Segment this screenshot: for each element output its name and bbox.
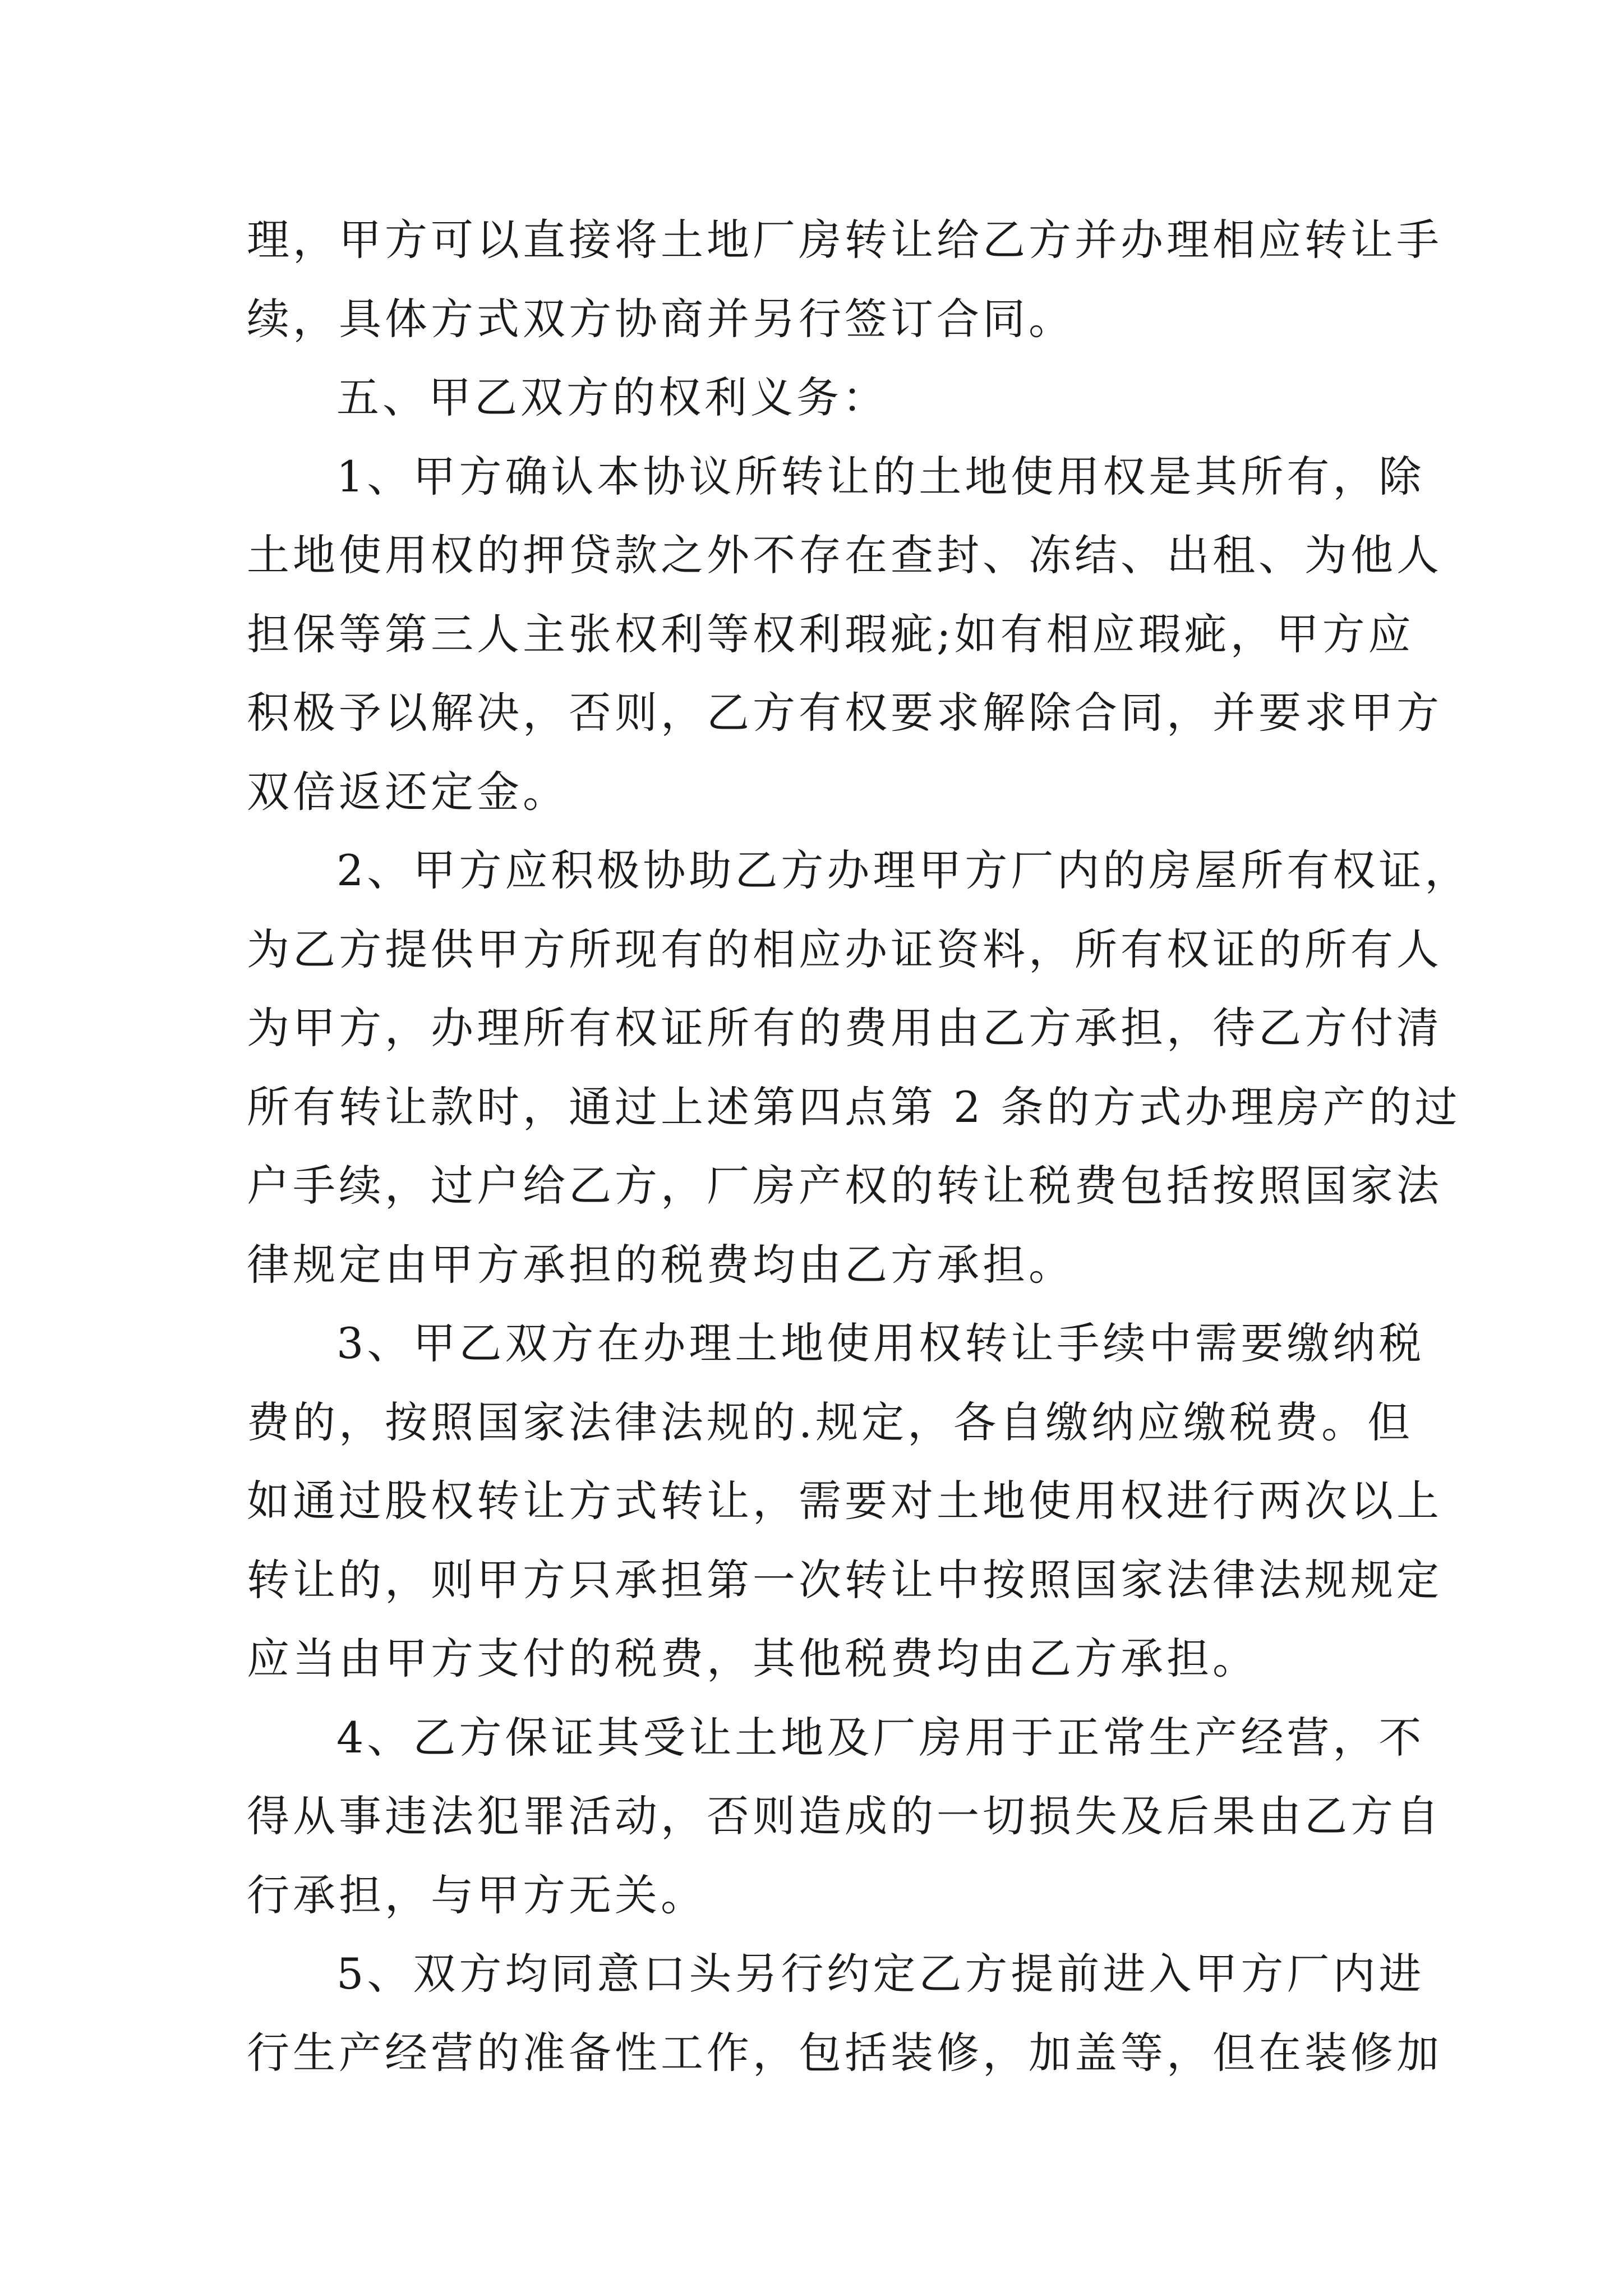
- document-body: [247, 201, 1471, 2092]
- text-line: 费的，按照国家法律法规的.规定，各自缴纳应缴税费。但: [247, 1397, 1414, 1447]
- text-line: 为甲方，办理所有权证所有的费用由乙方承担，待乙方付清: [247, 1003, 1442, 1053]
- text-line: 转让的，则甲方只承担第一次转让中按照国家法律法规规定: [247, 1554, 1442, 1605]
- clause-5-start: 5、双方均同意口头另行约定乙方提前进入甲方厂内进: [336, 1949, 1425, 1999]
- text-line: 为乙方提供甲方所现有的相应办证资料，所有权证的所有人: [247, 924, 1442, 974]
- text-line: 如通过股权转让方式转让，需要对土地使用权进行两次以上: [247, 1476, 1442, 1526]
- clause-2-start: 2、甲方应积极协助乙方办理甲方厂内的房屋所有权证，: [336, 845, 1471, 895]
- text-line: 得从事违法犯罪活动，否则造成的一切损失及后果由乙方自: [247, 1791, 1442, 1841]
- text-line: 律规定由甲方承担的税费均由乙方承担。: [247, 1239, 1075, 1290]
- section-heading: 五、甲乙双方的权利义务：: [336, 372, 888, 422]
- text-line: 担保等第三人主张权利等权利瑕疵;如有相应瑕疵，甲方应: [247, 609, 1414, 659]
- clause-4-start: 4、乙方保证其受让土地及厂房用于正常生产经营，不: [336, 1712, 1425, 1763]
- text-line: 双倍返还定金。: [247, 766, 569, 817]
- text-line: 积极予以解决，否则，乙方有权要求解除合同，并要求甲方: [247, 688, 1442, 738]
- text-line: 户手续，过户给乙方，厂房产权的转让税费包括按照国家法: [247, 1161, 1442, 1211]
- clause-3-start: 3、甲乙双方在办理土地使用权转让手续中需要缴纳税: [336, 1318, 1425, 1368]
- text-line: 应当由甲方支付的税费，其他税费均由乙方承担。: [247, 1634, 1258, 1683]
- clause-1-start: 1、甲方确认本协议所转让的土地使用权是其所有，除: [336, 451, 1425, 501]
- text-line: 土地使用权的押贷款之外不存在查封、冻结、出租、为他人: [247, 530, 1442, 580]
- text-line: 理，甲方可以直接将土地厂房转让给乙方并办理相应转让手: [247, 215, 1442, 265]
- text-line: 所有转让款时，通过上述第四点第 2 条的方式办理房产的过: [247, 1082, 1461, 1132]
- text-line: 行承担，与甲方无关。: [247, 1870, 707, 1920]
- text-line: 行生产经营的准备性工作，包括装修，加盖等，但在装修加: [247, 2027, 1442, 2078]
- text-line: 续，具体方式双方协商并另行签订合同。: [247, 293, 1075, 344]
